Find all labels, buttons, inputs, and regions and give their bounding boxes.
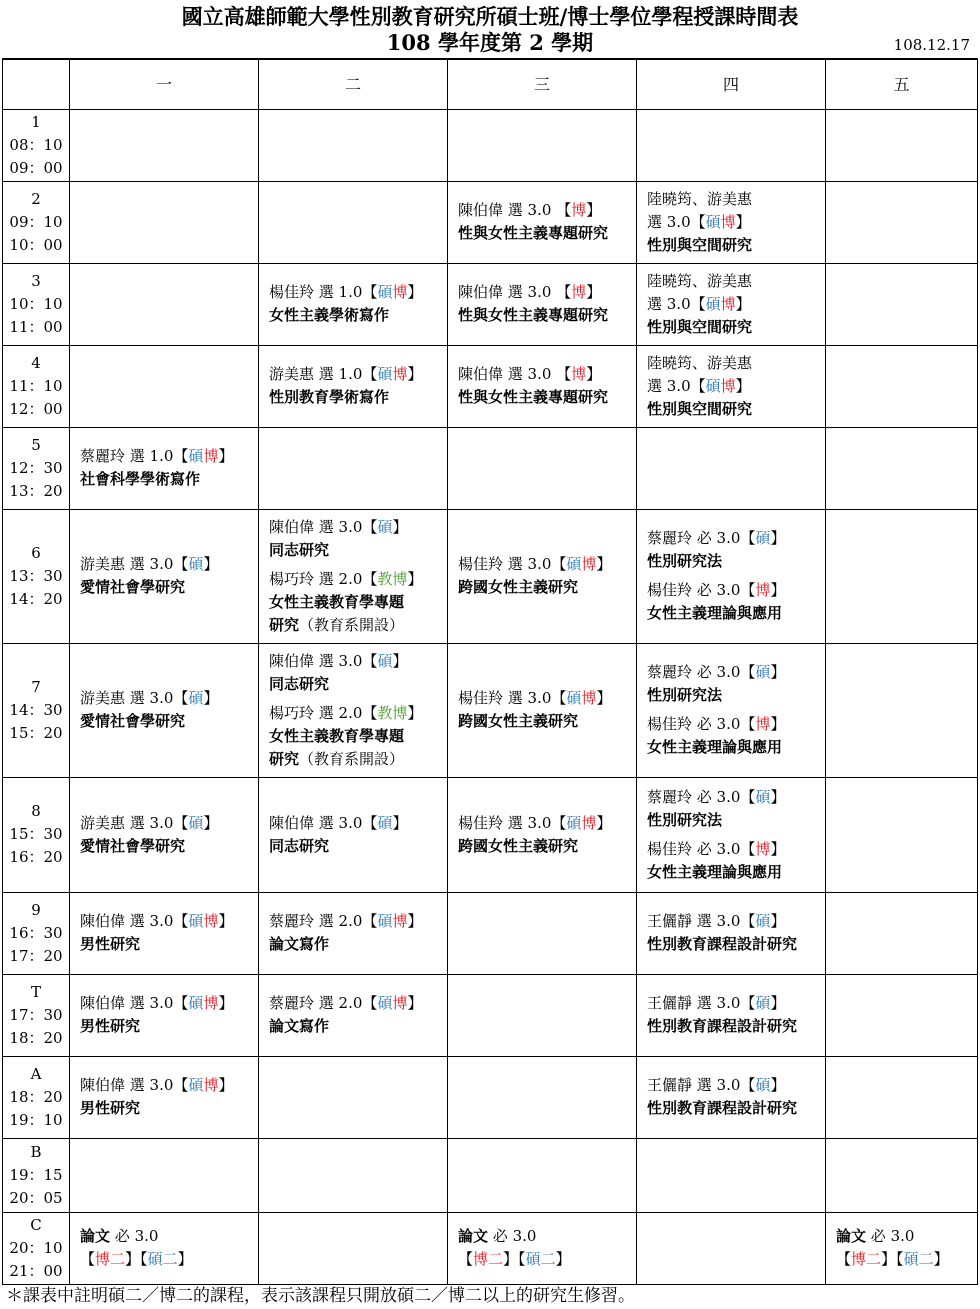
period-cell: 6 13：30 14：20 bbox=[3, 509, 70, 643]
course-cell bbox=[826, 892, 978, 974]
course-cell: 楊佳羚 選 3.0【碩博】 跨國女性主義研究 bbox=[448, 643, 637, 777]
period-cell: A 18：20 19：10 bbox=[3, 1056, 70, 1138]
period-cell: T 17：30 18：20 bbox=[3, 974, 70, 1056]
period-cell: 2 09：10 10：00 bbox=[3, 181, 70, 263]
course-cell: 陳伯偉 選 3.0 【博】 性與女性主義專題研究 bbox=[448, 181, 637, 263]
course-cell: 陳伯偉 選 3.0【碩博】 男性研究 bbox=[70, 892, 259, 974]
day-header: 一 bbox=[70, 59, 259, 109]
period-cell: C 20：10 21：00 bbox=[3, 1212, 70, 1284]
period-cell: B 19：15 20：05 bbox=[3, 1138, 70, 1212]
table-row bbox=[3, 892, 978, 974]
course-cell bbox=[259, 181, 448, 263]
course-cell: 蔡麗玲 選 2.0【碩博】 論文寫作 bbox=[259, 974, 448, 1056]
course-cell: 蔡麗玲 必 3.0【碩】 性別研究法 楊佳羚 必 3.0【博】 女性主義理論與應用 bbox=[637, 777, 826, 892]
period-cell: 3 10：10 11：00 bbox=[3, 263, 70, 345]
period-cell: 1 08：10 09：00 bbox=[3, 109, 70, 181]
course-cell bbox=[70, 109, 259, 181]
period-cell: 7 14：30 15：20 bbox=[3, 643, 70, 777]
course-cell: 蔡麗玲 選 2.0【碩博】 論文寫作 bbox=[259, 892, 448, 974]
course-cell: 蔡麗玲 必 3.0【碩】 性別研究法 楊佳羚 必 3.0【博】 女性主義理論與應用 bbox=[637, 643, 826, 777]
course-cell bbox=[259, 1212, 448, 1284]
course-cell: 論文 必 3.0 【博二】【碩二】 bbox=[70, 1212, 259, 1284]
course-cell bbox=[259, 109, 448, 181]
course-cell: 陳伯偉 選 3.0【碩博】 男性研究 bbox=[70, 1056, 259, 1138]
schedule-title: 國立高雄師範大學性別教育研究所碩士班/博士學位學程授課時間表 bbox=[181, 4, 799, 29]
table-row bbox=[3, 777, 978, 892]
course-cell bbox=[826, 427, 978, 509]
course-cell: 蔡麗玲 必 3.0【碩】 性別研究法 楊佳羚 必 3.0【博】 女性主義理論與應用 bbox=[637, 509, 826, 643]
course-cell bbox=[70, 345, 259, 427]
table-row bbox=[3, 509, 978, 643]
day-header: 五 bbox=[826, 59, 978, 109]
corner-cell bbox=[3, 59, 70, 109]
course-cell bbox=[448, 109, 637, 181]
table-row bbox=[3, 1056, 978, 1138]
table-row bbox=[3, 109, 978, 181]
course-cell: 陸曉筠、游美惠 選 3.0【碩博】 性別與空間研究 bbox=[637, 181, 826, 263]
period-cell: 9 16：30 17：20 bbox=[3, 892, 70, 974]
table-row bbox=[3, 345, 978, 427]
course-cell: 楊佳羚 選 3.0【碩博】 跨國女性主義研究 bbox=[448, 509, 637, 643]
course-cell bbox=[70, 1138, 259, 1212]
course-cell bbox=[259, 1056, 448, 1138]
revision-date: 108.12.17 bbox=[893, 36, 970, 54]
course-cell: 陳伯偉 選 3.0 【博】 性與女性主義專題研究 bbox=[448, 345, 637, 427]
header-row bbox=[3, 59, 978, 109]
period-cell: 8 15：30 16：20 bbox=[3, 777, 70, 892]
course-cell: 陸曉筠、游美惠 選 3.0【碩博】 性別與空間研究 bbox=[637, 263, 826, 345]
course-cell bbox=[826, 345, 978, 427]
course-cell: 陸曉筠、游美惠 選 3.0【碩博】 性別與空間研究 bbox=[637, 345, 826, 427]
course-cell: 游美惠 選 3.0【碩】 愛情社會學研究 bbox=[70, 643, 259, 777]
semester-subtitle: 108 學年度第 2 學期 bbox=[386, 30, 594, 55]
course-cell bbox=[448, 974, 637, 1056]
course-cell: 王儷靜 選 3.0【碩】 性別教育課程設計研究 bbox=[637, 974, 826, 1056]
table-row bbox=[3, 181, 978, 263]
course-cell bbox=[70, 263, 259, 345]
course-cell bbox=[826, 1138, 978, 1212]
course-cell: 論文 必 3.0 【博二】【碩二】 bbox=[826, 1212, 978, 1284]
course-cell bbox=[826, 777, 978, 892]
course-cell bbox=[826, 109, 978, 181]
day-header: 三 bbox=[448, 59, 637, 109]
day-header: 四 bbox=[637, 59, 826, 109]
table-row bbox=[3, 643, 978, 777]
course-cell: 陳伯偉 選 3.0【碩】 同志研究 楊巧玲 選 2.0【教博】 女性主義教育學專題 研究（教育系開設） bbox=[259, 509, 448, 643]
course-cell bbox=[259, 1138, 448, 1212]
course-cell: 游美惠 選 1.0【碩博】 性別教育學術寫作 bbox=[259, 345, 448, 427]
course-cell: 陳伯偉 選 3.0【碩】 同志研究 楊巧玲 選 2.0【教博】 女性主義教育學專題 研究（教育系開設） bbox=[259, 643, 448, 777]
course-cell bbox=[826, 263, 978, 345]
course-cell: 王儷靜 選 3.0【碩】 性別教育課程設計研究 bbox=[637, 1056, 826, 1138]
course-cell bbox=[826, 1056, 978, 1138]
course-cell: 陳伯偉 選 3.0【碩】 同志研究 bbox=[259, 777, 448, 892]
course-cell: 蔡麗玲 選 1.0【碩博】 社會科學學術寫作 bbox=[70, 427, 259, 509]
course-cell: 陳伯偉 選 3.0【碩博】 男性研究 bbox=[70, 974, 259, 1056]
course-cell bbox=[637, 1138, 826, 1212]
course-cell bbox=[448, 1138, 637, 1212]
course-cell bbox=[826, 181, 978, 263]
course-cell bbox=[826, 643, 978, 777]
timetable bbox=[2, 58, 978, 1285]
course-cell: 陳伯偉 選 3.0 【博】 性與女性主義專題研究 bbox=[448, 263, 637, 345]
course-cell bbox=[448, 1056, 637, 1138]
course-cell bbox=[637, 1212, 826, 1284]
table-row bbox=[3, 1212, 978, 1284]
course-cell: 論文 必 3.0 【博二】【碩二】 bbox=[448, 1212, 637, 1284]
course-cell: 王儷靜 選 3.0【碩】 性別教育課程設計研究 bbox=[637, 892, 826, 974]
course-cell bbox=[448, 427, 637, 509]
course-cell bbox=[70, 181, 259, 263]
course-cell bbox=[259, 427, 448, 509]
course-cell: 游美惠 選 3.0【碩】 愛情社會學研究 bbox=[70, 509, 259, 643]
course-cell bbox=[826, 974, 978, 1056]
period-cell: 4 11：10 12：00 bbox=[3, 345, 70, 427]
table-row bbox=[3, 1138, 978, 1212]
course-cell bbox=[448, 892, 637, 974]
table-row bbox=[3, 263, 978, 345]
course-cell bbox=[637, 427, 826, 509]
course-cell bbox=[826, 509, 978, 643]
course-cell: 游美惠 選 3.0【碩】 愛情社會學研究 bbox=[70, 777, 259, 892]
footnote: ＊課表中註明碩二／博二的課程，表示該課程只開放碩二／博二以上的研究生修習。 bbox=[6, 1286, 635, 1306]
day-header: 二 bbox=[259, 59, 448, 109]
table-row bbox=[3, 974, 978, 1056]
course-cell bbox=[637, 109, 826, 181]
course-cell: 楊佳羚 選 1.0【碩博】 女性主義學術寫作 bbox=[259, 263, 448, 345]
table-row bbox=[3, 427, 978, 509]
period-cell: 5 12：30 13：20 bbox=[3, 427, 70, 509]
course-cell: 楊佳羚 選 3.0【碩博】 跨國女性主義研究 bbox=[448, 777, 637, 892]
